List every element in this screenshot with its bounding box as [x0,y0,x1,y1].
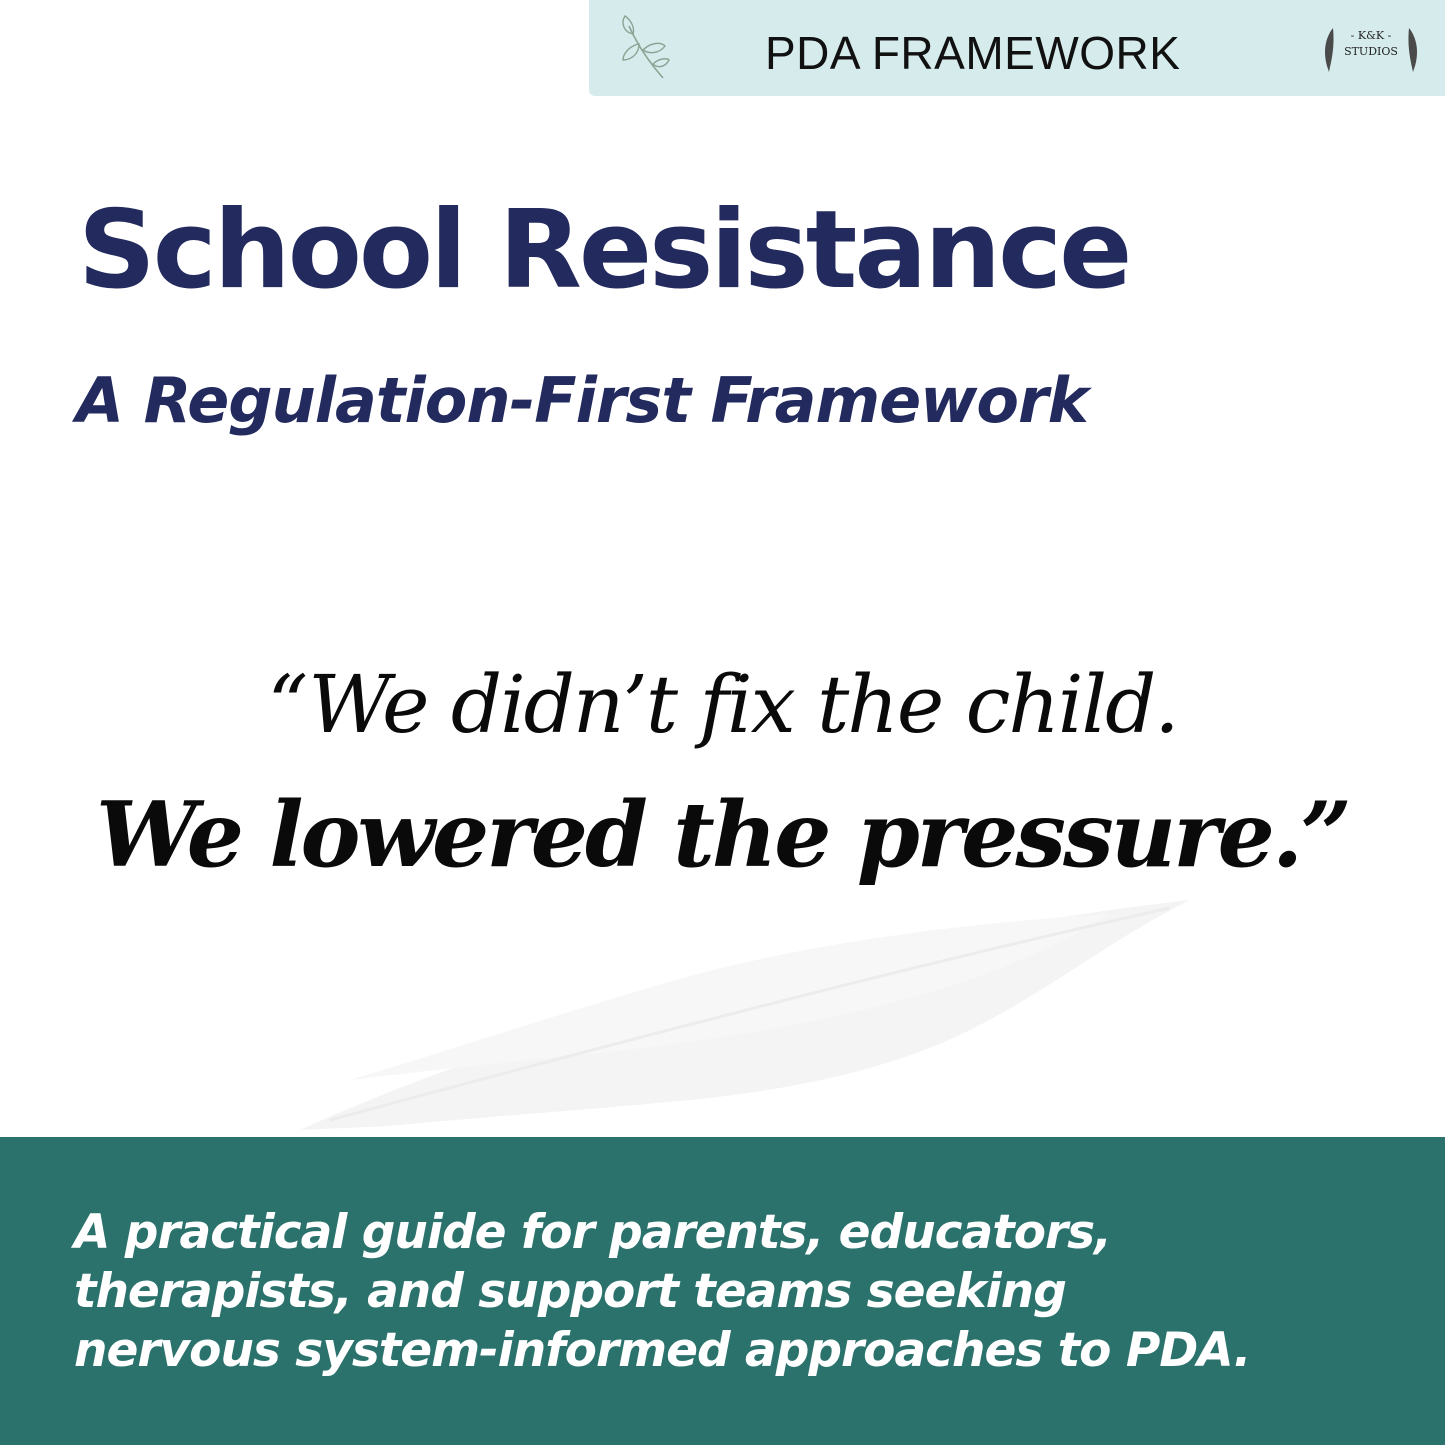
feather-icon [1405,26,1419,74]
header-bar [589,0,1445,96]
feather-icon [1323,26,1337,74]
footer-line: therapists, and support teams seeking [74,1264,1066,1319]
quote-line-2: We lowered the pressure.” [96,782,1349,888]
footer-description [74,1203,1394,1380]
logo-text [1337,28,1405,60]
page-title: School Resistance [78,188,1130,313]
footer-line: nervous system-informed approaches to PDA. [74,1323,1251,1378]
logo-line-1: - K&K - [1350,29,1392,42]
footer-line: A practical guide for parents, educators, [74,1205,1111,1260]
page-subtitle: A Regulation-First Framework [76,364,1088,437]
quote-line-1: “We didn’t fix the child. [267,658,1178,751]
footer-band [0,1137,1445,1445]
header-title: PDA FRAMEWORK [765,27,1181,79]
sprig-icon [619,14,671,82]
brand-logo [1323,22,1419,78]
feather-icon [290,880,1210,1140]
logo-line-2: STUDIOS [1344,45,1398,58]
